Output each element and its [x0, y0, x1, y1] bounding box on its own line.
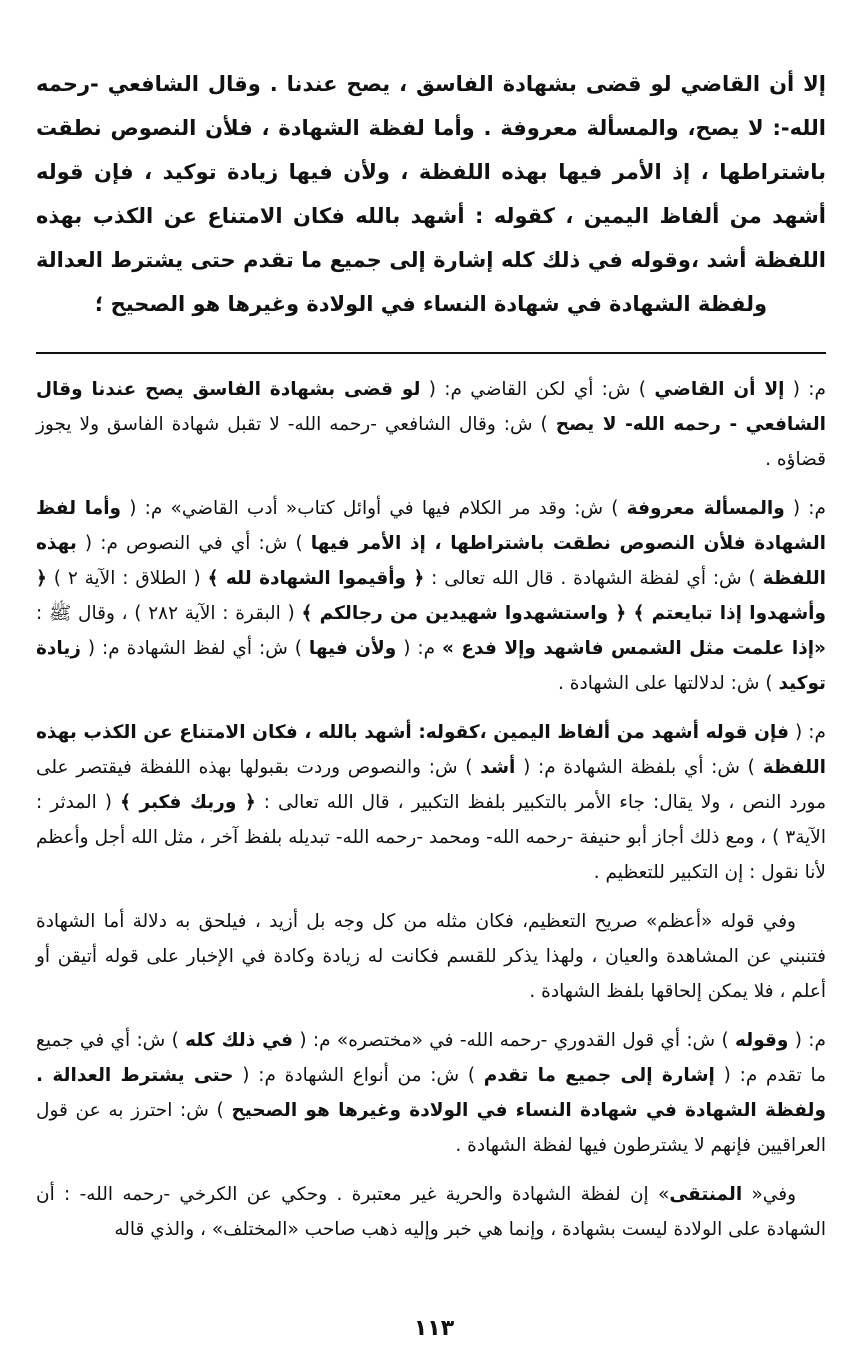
commentary-text: ) ش: أي لكن القاضي م: ( [420, 379, 655, 400]
quoted-matn-text: وقوله [735, 1030, 789, 1051]
page-number: ١١٣ [413, 1316, 455, 1341]
main-text-paragraph: إلا أن القاضي لو قضى بشهادة الفاسق ، يصح عندنا . وقال الشافعي -رحمه الله-: لا يصح، والمسألة معروفة . وأما لفظة الشهادة ، فلأن النصوص نطقت باشتراطها ، إذ الأمر فيها بهذه اللفظة ، ولأن فيها زيادة توكيد ، فإن قوله أشهد من ألفاظ اليمين ، كقوله : أشهد بالله فكان الامتناع عن الكذب بهذه اللفظة أشد ،وقوله في ذلك كله إشارة إلى جميع ما تقدم حتى يشترط العدالة ولفظة الشهادة في شهادة النساء في الولادة وغيرها هو الصحيح ؛ [36, 72, 826, 316]
commentary-text: ) ش: أي قول القدوري -رحمه الله- في «مختصره» م: ( [292, 1030, 736, 1051]
commentary-text: ) ش: والنصوص وردت بقبولها بهذه اللفظة فيقتصر على مورد النص ، ولا يقال: جاء الأمر بالتكبير بلفظ التكبير ، قال الله تعالى : [36, 757, 827, 813]
commentary-text: م: ( [788, 722, 826, 743]
commentary-text: » إن لفظة الشهادة والحرية غير معتبرة . وحكي عن الكرخي -رحمه الله- : أن الشهادة على الولادة ليست بشهادة ، وإنما هي خبر وإليه ذهب صاحب «المختلف» ، والذي قاله [36, 1184, 826, 1240]
quoted-matn-text: بهذه اللفظة [36, 533, 827, 589]
quoted-matn-text: ﴿ وربك فكبر ﴾ [120, 792, 256, 813]
commentary-paragraph [36, 1023, 826, 1163]
commentary-text: ) ش: وقال الشافعي -رحمه الله- لا تقبل شهادة الفاسق ولا يجوز قضاؤه . [36, 414, 826, 470]
quoted-matn-text: والمسألة معروفة [626, 498, 785, 519]
quoted-matn-text: أشد [480, 757, 516, 778]
quoted-matn-text: وأما لفظ الشهادة فلأن النصوص نطقت باشتراطها ، إذ الأمر فيها [36, 498, 826, 554]
commentary-text: م: ( [784, 379, 826, 400]
quoted-matn-text: فإن قوله أشهد من ألفاظ اليمين ،كقوله: أشهد بالله ، فكان الامتناع عن الكذب بهذه اللفظة [36, 722, 826, 778]
quoted-matn-text: المنتقى [669, 1184, 743, 1205]
commentary-text: ( المدثر : الآية٣ ) ، ومع ذلك أجاز أبو حنيفة -رحمه الله- ومحمد -رحمه الله- تبديله بلفظ آخر ، مثل الله أجل وأعظم لأنا نقول : إن التكبير للتعظيم . [36, 792, 826, 883]
quoted-matn-text: «إذا علمت مثل الشمس فاشهد وإلا فدع » [441, 638, 826, 659]
commentary-text: ) ش: أي في النصوص م: ( [76, 533, 311, 554]
quoted-matn-text: حتى يشترط العدالة . ولفظة الشهادة في شهادة النساء في الولادة وغيرها هو الصحيح [36, 1065, 826, 1121]
commentary-text: وفي قوله «أعظم» صريح التعظيم، فكان مثله من كل وجه بل أزيد ، فيلحق به دلالة أما الشهادة فتنبني عن المشاهدة والعيان ، ولهذا يذكر للقسم فكانت له زيادة وكادة في الإخبار على قوله أتيقن أو أعلم ، فلا يمكن إلحاقها بلفظ الشهادة . [36, 911, 826, 1002]
commentary-text: ( الطلاق : الآية ٢ ) [46, 568, 208, 589]
section-divider [36, 352, 826, 354]
commentary-paragraph [36, 1177, 826, 1247]
commentary-text: م: ( [784, 498, 826, 519]
quoted-matn-text: زيادة توكيد [36, 638, 826, 694]
commentary-text: ) ش: أي في جميع ما تقدم م: ( [36, 1030, 827, 1086]
commentary-text: ) ش: من أنواع الشهادة م: ( [233, 1065, 484, 1086]
page-body [36, 62, 826, 1261]
quoted-matn-text: إشارة إلى جميع ما تقدم [483, 1065, 715, 1086]
commentary-text: ) ش: أي لفظ الشهادة م: ( [80, 638, 309, 659]
quoted-matn-text: ﴿ وأقيموا الشهادة لله ﴾ [207, 568, 425, 589]
quoted-matn-text: لو قضى بشهادة الفاسق يصح عندنا وقال الشافعي - رحمه الله- لا يصح [36, 379, 826, 435]
commentary-paragraph [36, 491, 826, 701]
quoted-matn-text: إلا أن القاضي [654, 379, 785, 400]
commentary-text: ( البقرة : الآية ٢٨٢ ) ، وقال ﷺ : [36, 603, 302, 624]
quoted-matn-text: ولأن فيها [308, 638, 397, 659]
commentary-paragraph [36, 372, 826, 477]
commentary-paragraph [36, 904, 826, 1009]
commentary-text: ) ش: أي لفظة الشهادة . قال الله تعالى : [424, 568, 763, 589]
commentary-text: ) ش: احترز به عن قول العراقيين فإنهم لا يشترطون فيها لفظة الشهادة . [36, 1100, 826, 1156]
commentary-text: ) ش: أي بلفظة الشهادة م: ( [515, 757, 763, 778]
commentary-block [36, 372, 826, 1247]
quoted-matn-text: ﴿ وأشهدوا إذا تبايعتم ﴾ ﴿ واستشهدوا شهيدين من رجالكم ﴾ [36, 568, 827, 624]
commentary-paragraph [36, 715, 826, 890]
commentary-text: وفي« [742, 1184, 796, 1205]
commentary-text: ) ش: لدلالتها على الشهادة . [558, 673, 779, 694]
commentary-text: ) ش: وقد مر الكلام فيها في أوائل كتاب« أدب القاضي» م: ( [121, 498, 627, 519]
commentary-text: م: ( [396, 638, 442, 659]
quoted-matn-text: في ذلك كله [185, 1030, 293, 1051]
main-text-block [36, 62, 826, 326]
commentary-text: م: ( [788, 1030, 826, 1051]
